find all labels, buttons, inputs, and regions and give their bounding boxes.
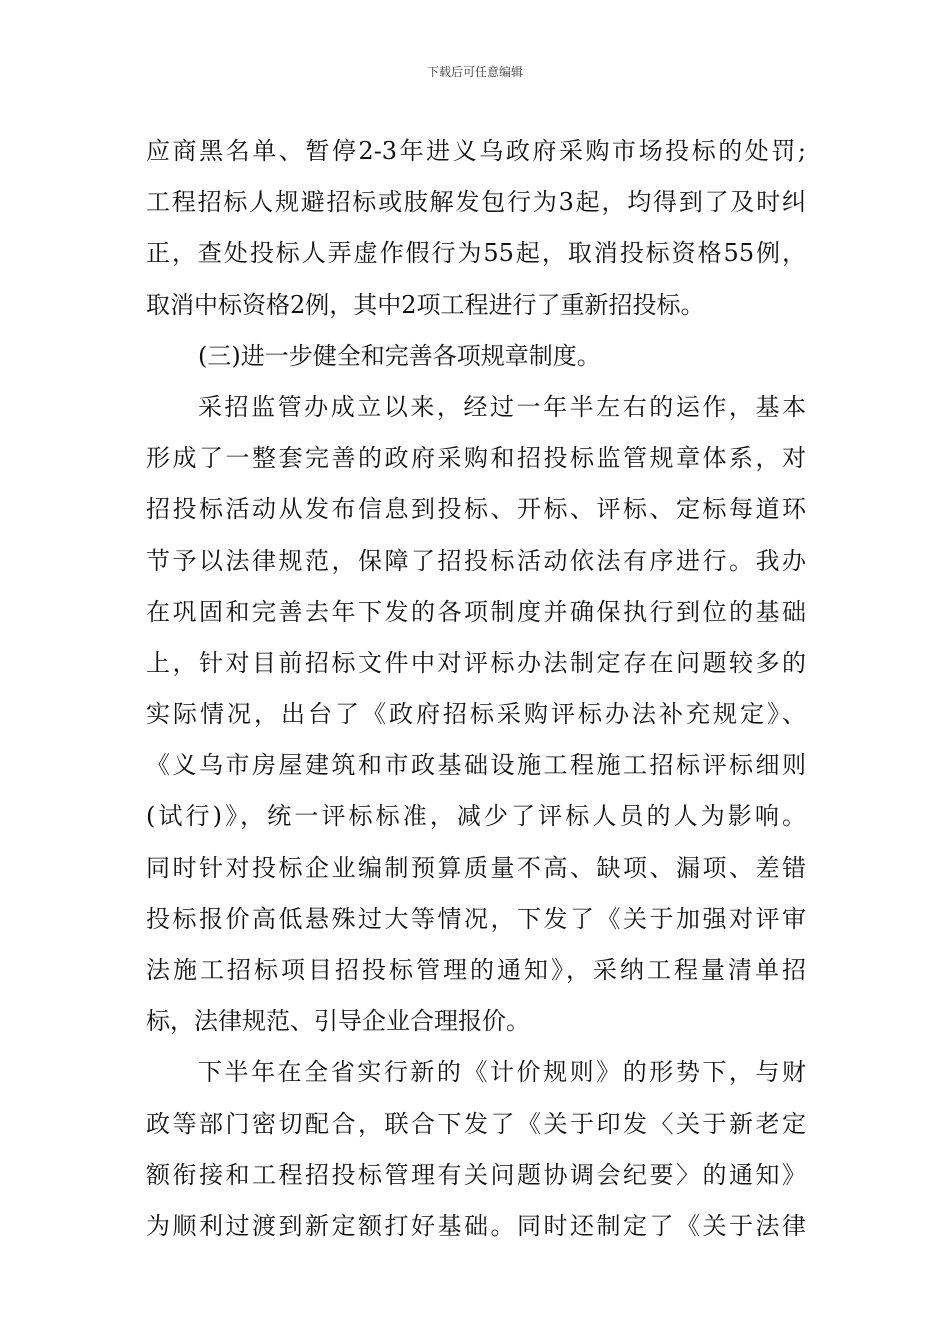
text-line: (试行)》，统一评标标准，减少了评标人员的人为影响。 <box>146 802 806 831</box>
text-line: 法施工招标项目招投标管理的通知》，采纳工程量清单招 <box>146 956 806 984</box>
text-line: 标，法律规范、引导企业合理报价。 <box>146 1007 530 1036</box>
text-line: 形成了一整套完善的政府采购和招投标监管规章体系，对 <box>146 444 806 473</box>
text-line: 下半年在全省实行新的《计价规则》的形势下，与财 <box>198 1058 806 1087</box>
text-line: 额衔接和工程招投标管理有关问题协调会纪要〉的通知》 <box>146 1160 806 1189</box>
text-line: 投标报价高低悬殊过大等情况，下发了《关于加强对评审 <box>146 904 806 933</box>
text-line: 政等部门密切配合，联合下发了《关于印发〈关于新老定 <box>146 1109 806 1138</box>
text-line: 为顺利过渡到新定额打好基础。同时还制定了《关于法律 <box>146 1211 806 1240</box>
text-line: (三)进一步健全和完善各项规章制度。 <box>198 341 601 370</box>
text-line: 节予以法律规范，保障了招投标活动依法有序进行。我办 <box>146 546 806 575</box>
body-text <box>146 126 806 1252</box>
text-line: 招投标活动从发布信息到投标、开标、评标、定标每道环 <box>146 495 806 524</box>
text-line: 《义乌市房屋建筑和市政基础设施工程施工招标评标细则 <box>146 751 806 780</box>
text-line: 同时针对投标企业编制预算质量不高、缺项、漏项、差错 <box>146 853 806 882</box>
text-line: 在巩固和完善去年下发的各项制度并确保执行到位的基础 <box>146 597 806 626</box>
text-line: 工程招标人规避招标或肢解发包行为3起，均得到了及时纠 <box>146 188 806 217</box>
text-line: 应商黑名单、暂停2-3年进义乌政府采购市场投标的处罚; <box>146 137 806 165</box>
text-line: 上，针对目前招标文件中对评标办法制定存在问题较多的 <box>146 648 806 677</box>
text-line: 采招监管办成立以来，经过一年半左右的运作，基本 <box>198 392 806 421</box>
text-line: 正，查处投标人弄虚作假行为55起，取消投标资格55例， <box>146 239 806 268</box>
page-header: 下载后可任意编辑 <box>426 65 523 79</box>
text-line: 实际情况，出台了《政府招标采购评标办法补充规定》、 <box>146 700 806 729</box>
text-line: 取消中标资格2例，其中2项工程进行了重新招投标。 <box>146 290 705 319</box>
